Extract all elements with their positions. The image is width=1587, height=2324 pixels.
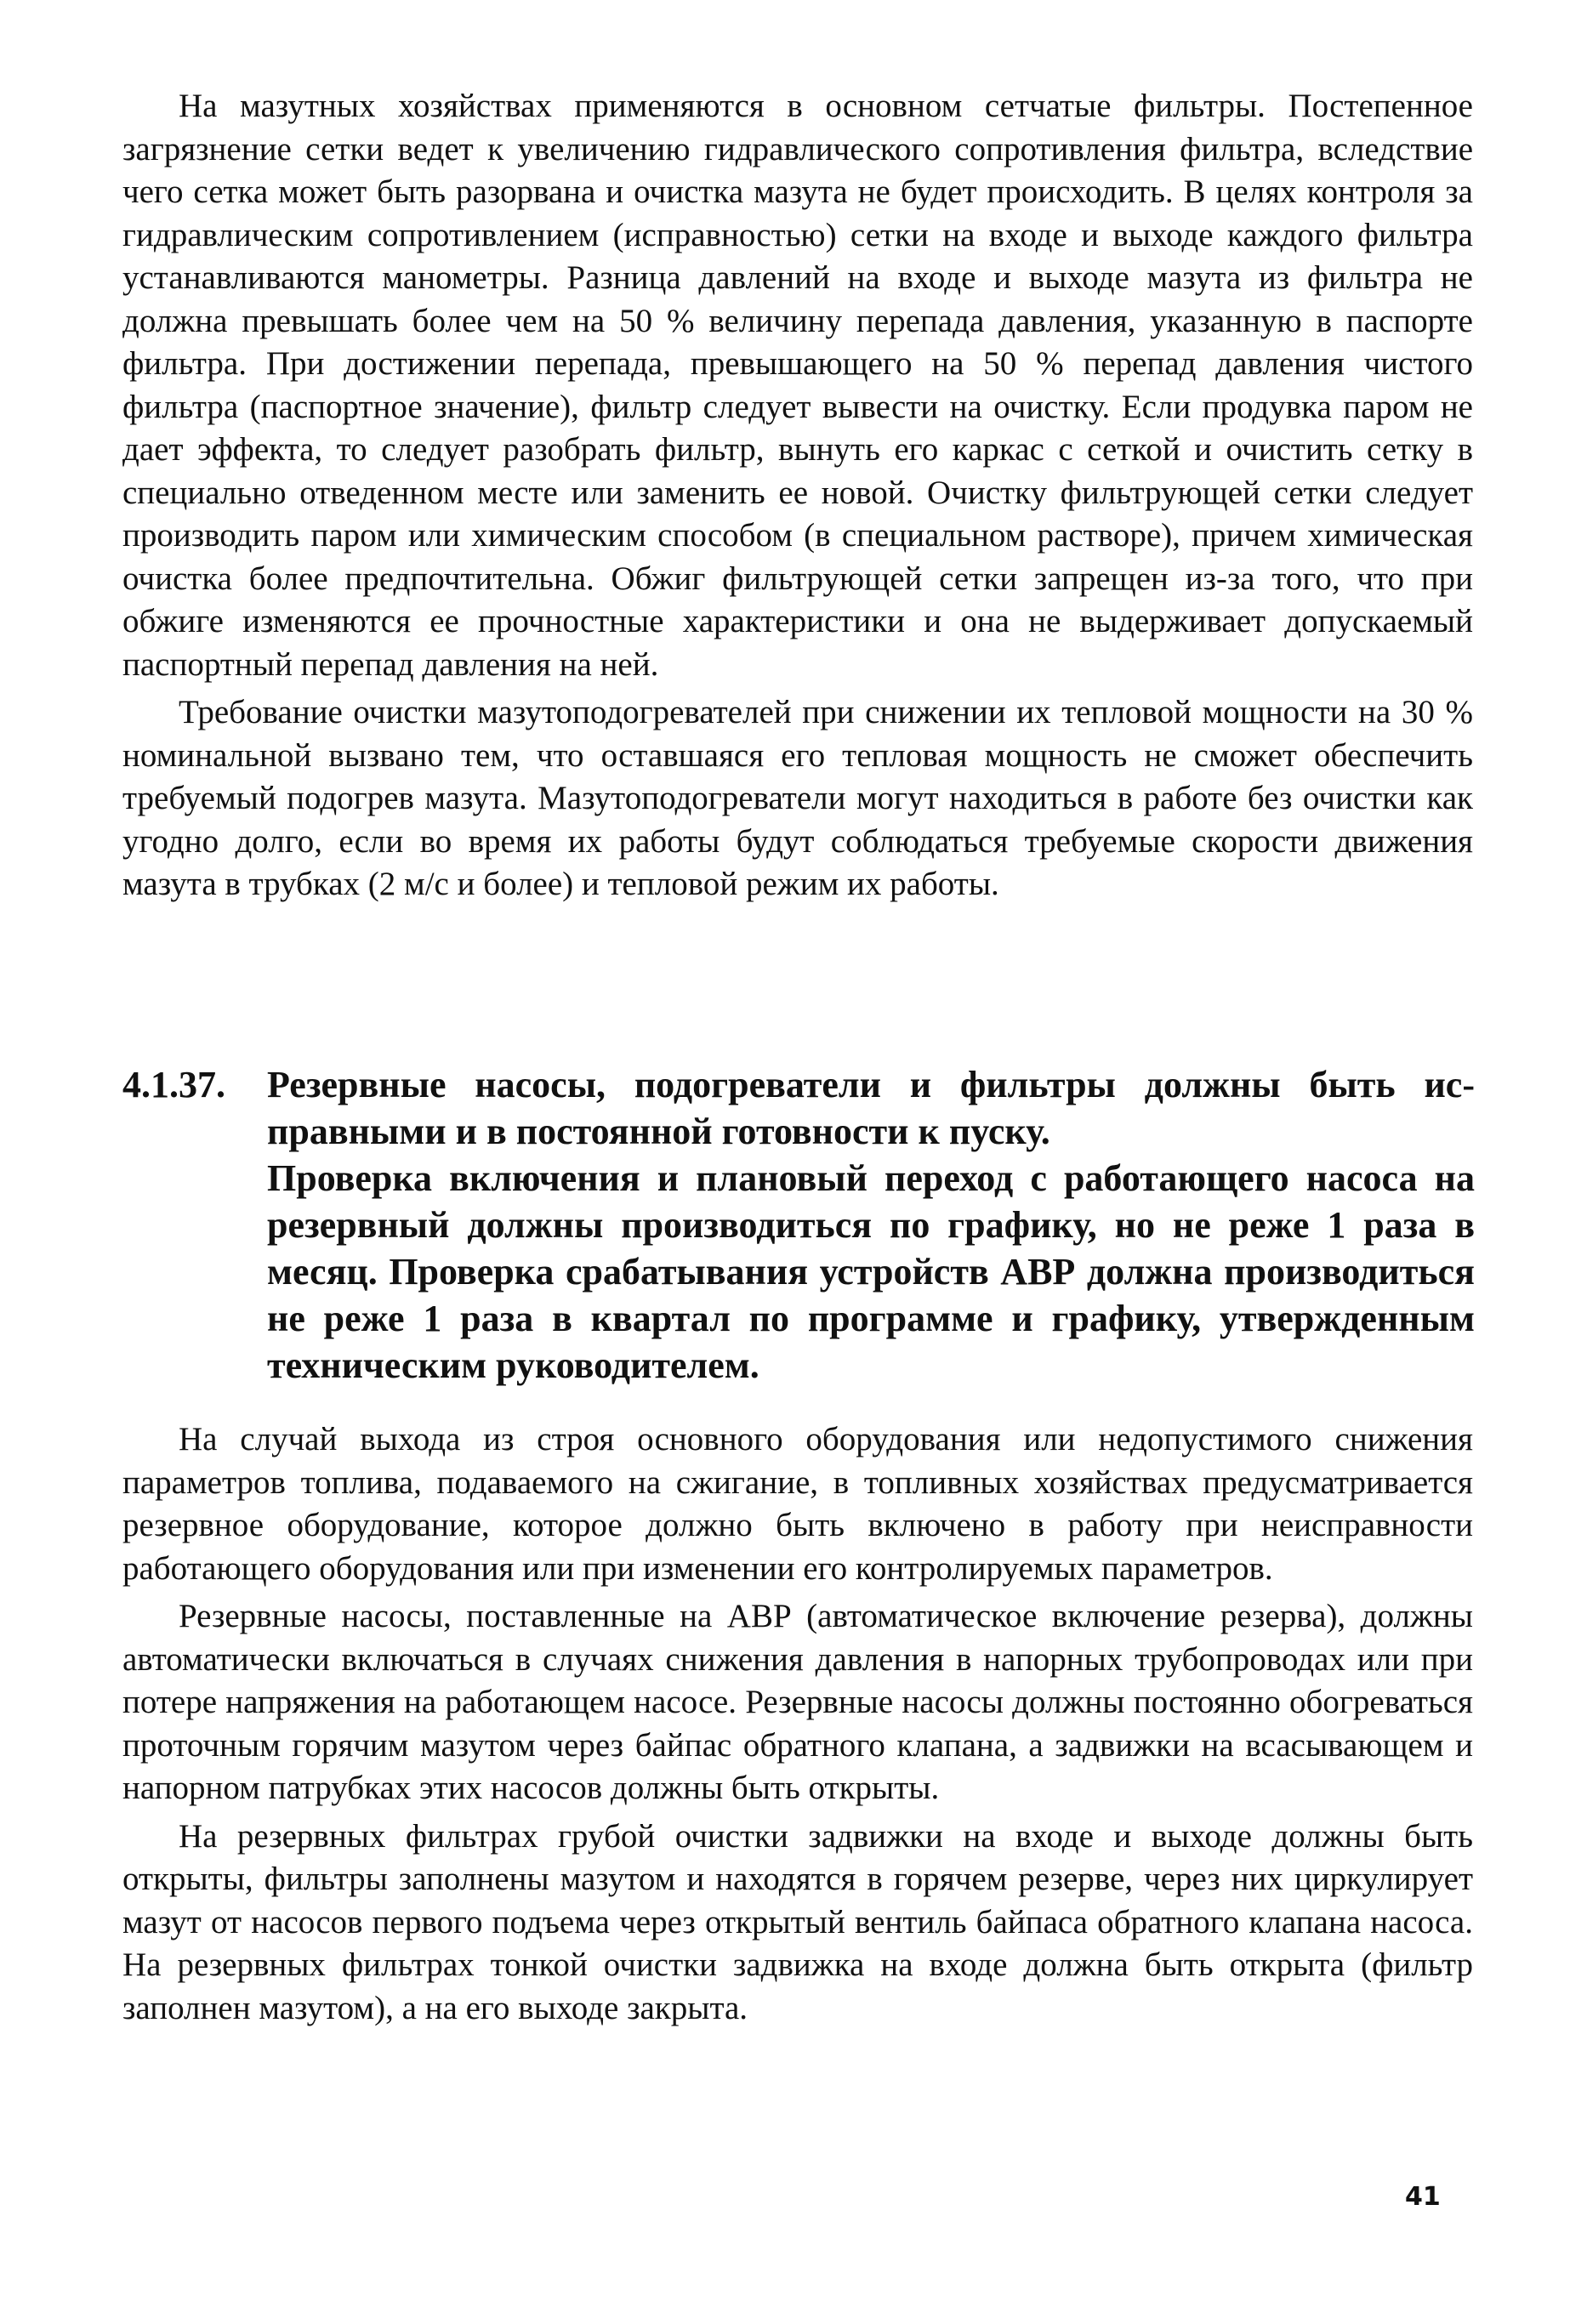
commentary-text-block — [122, 1418, 1473, 2030]
paragraph-filters: На мазутных хозяйствах применяются в основном сетчатые фильтры. Постепенное загрязнение сетки ведет к увеличению гидравлического сопротивления фильтра, вследствие чего сетка может быть разорвана и очистка мазута не будет происходить. В целях контроля за гидравлическим сопротивлением (исправностью) сетки на входе и выходе каждого фильтра устанавливаются манометры. Разница давлений на входе и выходе мазута из фильтра не должна превышать более чем на 50 % величину перепада давления, указанную в паспорте фильтра. При достижении перепада, превышающего на 50 % перепад давления чистого фильтра (паспортное значение), фильтр следует вывести на очистку. Если продувка паром не дает эффекта, то следует разобрать фильтр, вынуть его каркас с сеткой и очистить сетку в специально отведенном месте или заменить ее новой. Очистку фильтрующей сетки следует производить паром или химическим способом (в специальном растворе), причем химическая очистка более предпочтительна. Обжиг фильтрующей сетки запрещен из-за того, что при обжиге изменяются ее прочностные характеристики и она не выдерживает допускаемый паспортный перепад давления на ней. — [122, 88, 1473, 683]
section-number: 4.1.37. — [122, 1064, 225, 1105]
section-rule-paragraph: Резервные насосы, подогреватели и фильтры должны быть исправными и в постоянной готовности к пуску. — [267, 1064, 1475, 1152]
section-rule-paragraph: Проверка включения и плановый переход с работающего насоса на резервный должны производиться по графику, но не реже 1 раза в месяц. Проверка срабатывания устройств АВР должна производиться не реже 1 раза в квартал по программе и графику, утвержденным техническим руководителем. — [267, 1157, 1475, 1386]
section-4-1-37 — [122, 1061, 1475, 1389]
section-rule-text — [267, 1061, 1475, 1389]
paragraph-reserve-pumps: Резервные насосы, поставленные на АВР (автоматическое включение резерва), должны автоматически включаться в случаях снижения давления в напорных трубопроводах или при потере напряжения на работающем насосе. Резервные насосы должны постоянно обогреваться проточным горячим мазутом через байпас обратного клапана, а задвижки на всасывающем и напорном патрубках этих насосов должны быть открыты. — [122, 1598, 1473, 1806]
paragraph-heaters: Требование очистки мазутоподогревателей при снижении их тепловой мощности на 30 % номинальной вызвано тем, что оставшаяся его тепловая мощность не сможет обеспечить требуемый подогрев мазута. Мазутоподогреватели могут находиться в работе без очистки как угодно долго, если во время их работы будут соблюдаться требуемые скорости движения мазута в трубках (2 м/с и более) и тепловой режим их работы. — [122, 694, 1473, 902]
page-number: 41 — [1405, 2182, 1441, 2212]
paragraph-reserve-equipment: На случай выхода из строя основного оборудования или недопустимого снижения параметров топлива, подаваемого на сжигание, в топливных хозяйствах предусматривается резервное оборудование, которое должно быть включено в работу при неисправности работающего оборудования или при изменении его контролируемых параметров. — [122, 1421, 1473, 1587]
intro-text-block — [122, 85, 1473, 906]
paragraph-reserve-filters: На резервных фильтрах грубой очистки задвижки на входе и выходе должны быть открыты, фильтры заполнены мазутом и находятся в горячем резерве, через них циркулирует мазут от насосов первого подъема через открытый вентиль байпаса обратного клапана насоса. На резервных фильтрах тонкой очистки задвижка на входе должна быть открыта (фильтр заполнен мазутом), а на его выходе закрыта. — [122, 1817, 1473, 2026]
